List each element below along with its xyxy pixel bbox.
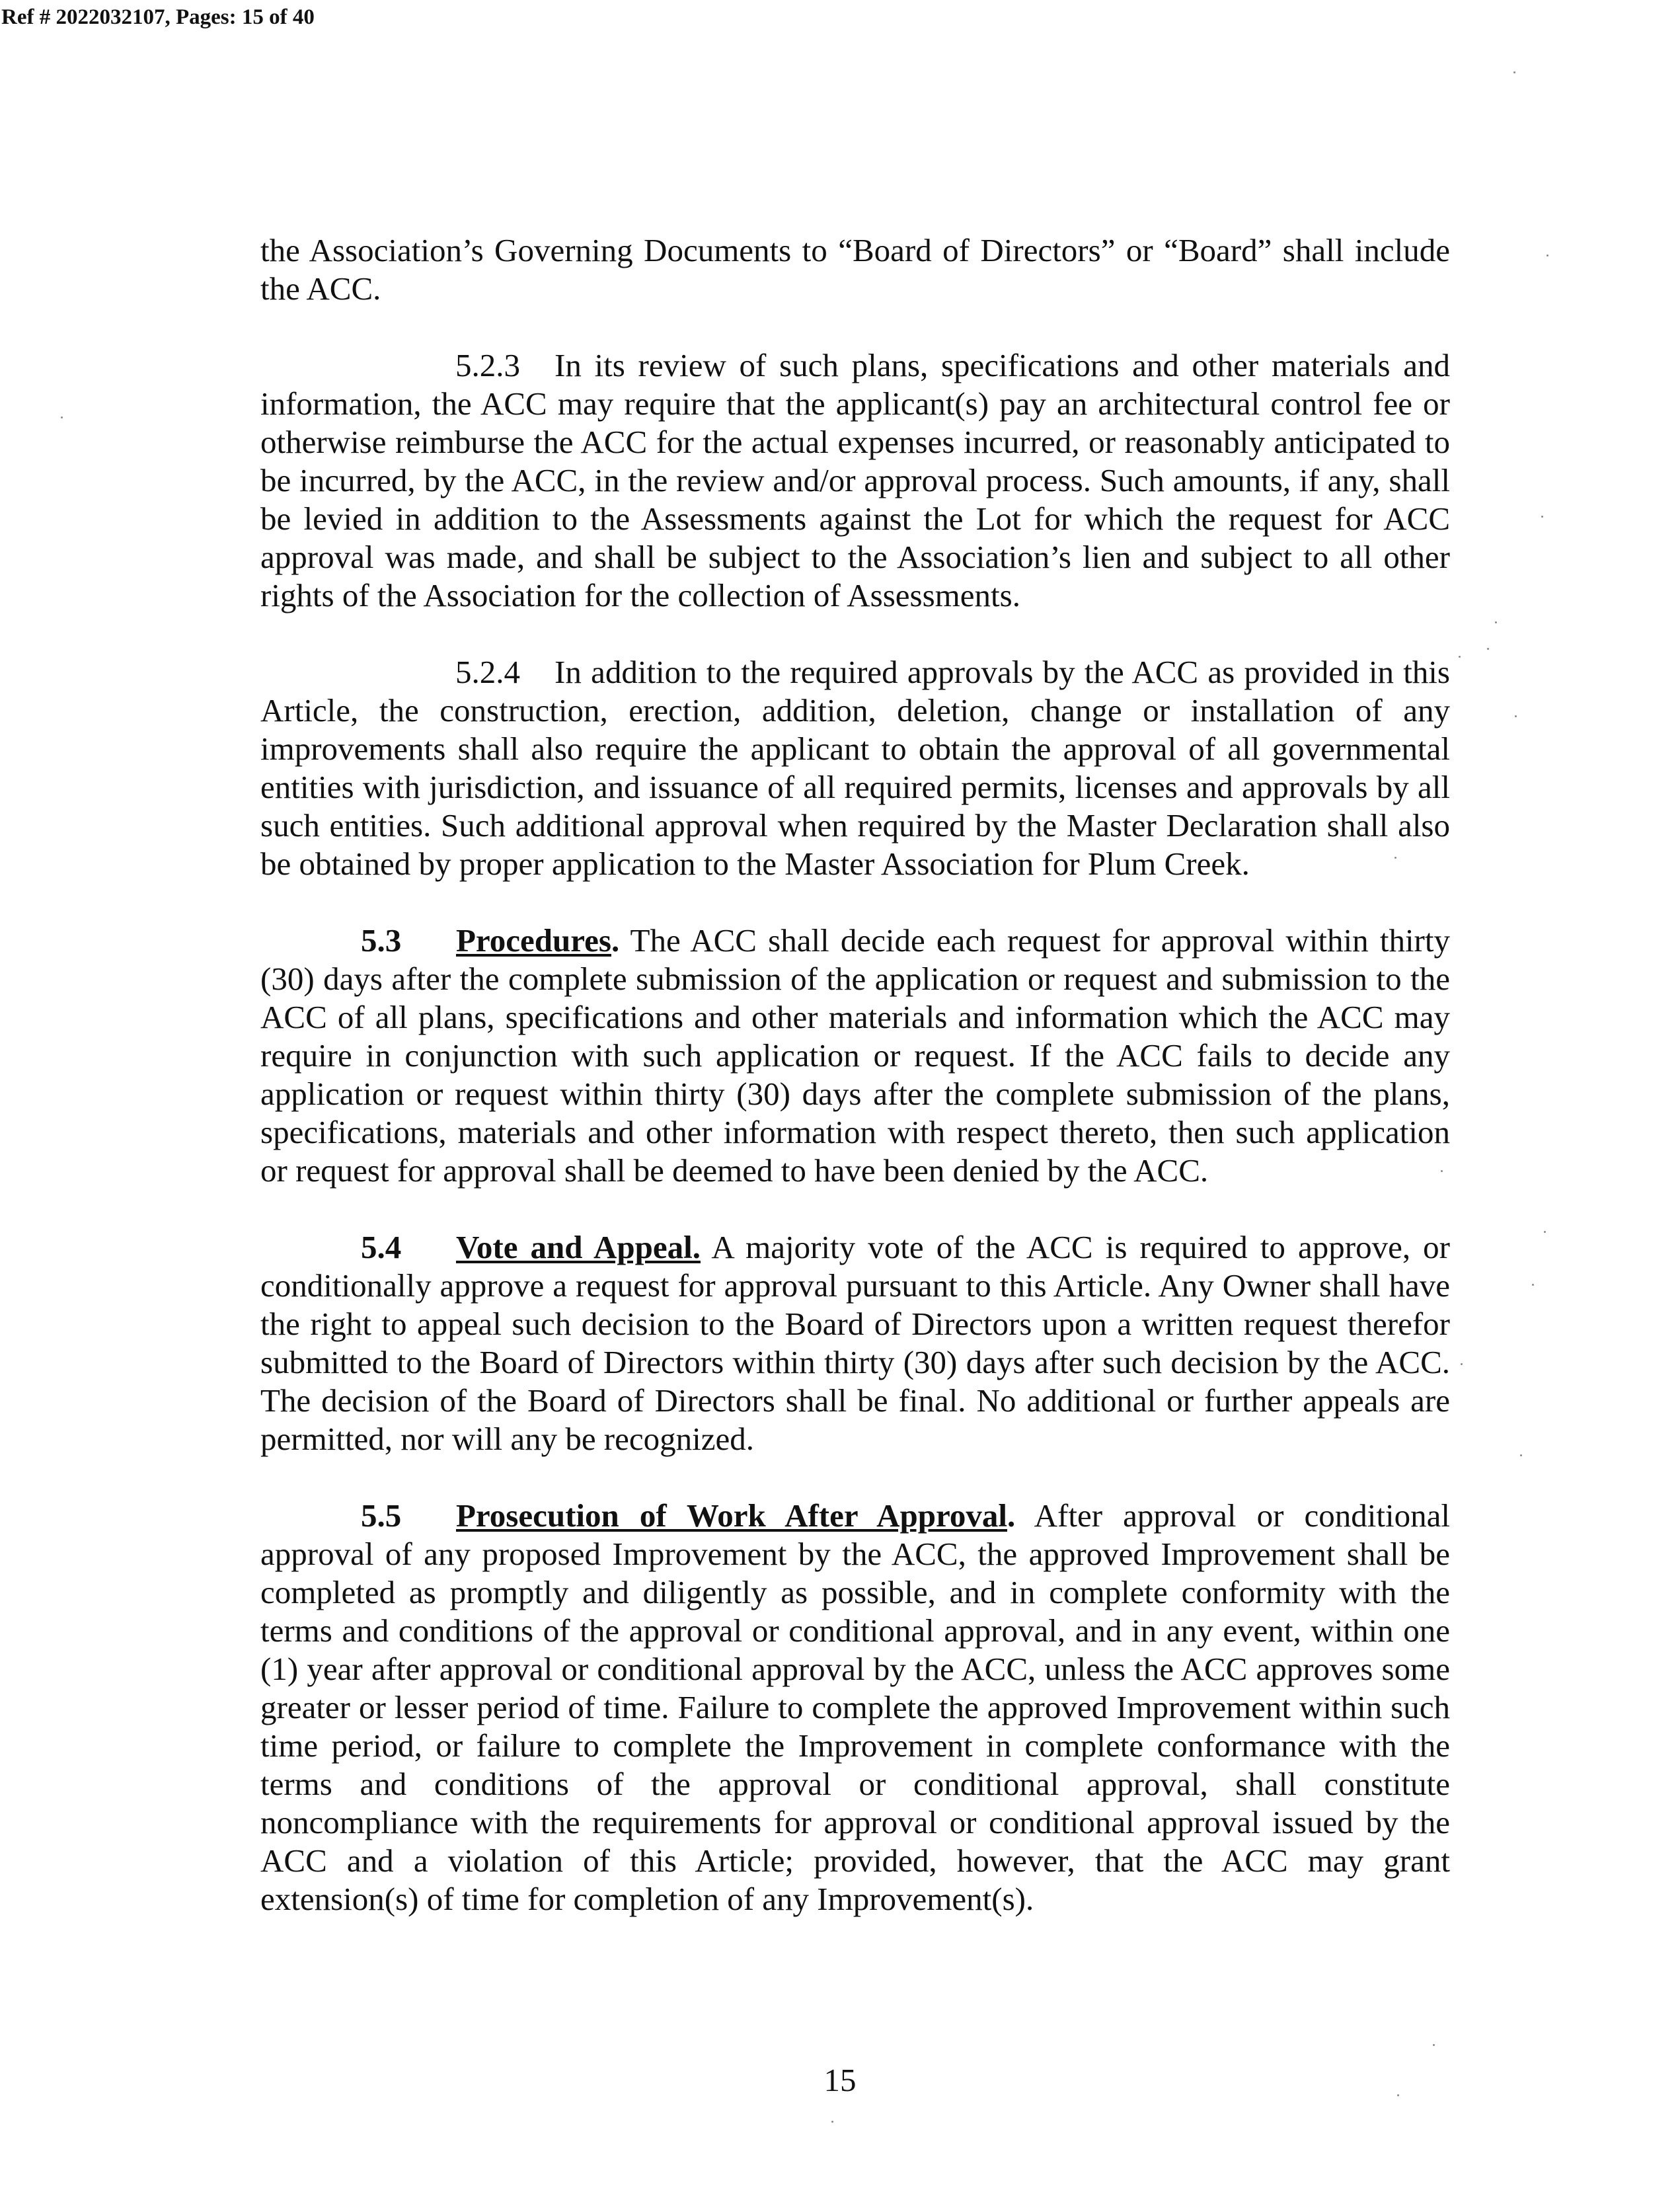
scan-speck — [1513, 71, 1515, 73]
scan-speck — [1441, 1170, 1443, 1172]
section-title-punctuation: . — [611, 922, 620, 959]
section-5-4-vote-and-appeal — [260, 1228, 1450, 1458]
paragraph-5-2-3 — [260, 346, 1450, 615]
scan-speck — [1532, 1284, 1534, 1286]
paragraph-5-2-4 — [260, 653, 1450, 883]
section-number: 5.4 — [361, 1229, 402, 1265]
section-5-3-procedures — [260, 922, 1450, 1190]
section-title: Prosecution of Work After Approval — [456, 1497, 1007, 1534]
scan-speck — [1461, 1363, 1463, 1365]
paragraph-text: After approval or conditional approval of any proposed Improvement by the ACC, the approved Improvement shall be completed as promptly and diligently as possible, and in complete conformity with the terms and conditions of the approval or conditional approval, and in any event, within one (1) year after approval or conditional approval by the ACC, unless the ACC approves some greater or lesser period of time. Failure to complete the approved Improvement within such time period, or failure to complete the Improvement in complete conformance with the terms and conditions of the approval or conditional approval, shall constitute noncompliance with the requirements for approval or conditional approval issued by the ACC and a violation of this Article; provided, however, that the ACC may grant extension(s) of time for completion of any Improvement(s). — [260, 1497, 1450, 1917]
scan-speck — [1541, 516, 1543, 518]
section-title: Vote and Appeal. — [456, 1229, 701, 1265]
scan-speck — [1433, 2044, 1435, 2046]
scan-speck — [1515, 715, 1517, 717]
paragraph-text: the Association’s Governing Documents to “Board of Directors” or “Board” shall include the ACC. — [260, 232, 1450, 307]
scan-speck — [61, 416, 63, 418]
scan-speck — [1495, 621, 1497, 623]
paragraph-text: In addition to the required approvals by the ACC as provided in this Article, the construction, erection, addition, deletion, change or installation of any improvements shall also require the applicant to obtain the approval of all governmental entities with jurisdiction, and issuance of all required permits, licenses and approvals by all such entities. Such additional approval when required by the Master Declaration shall also be obtained by proper application to the Master Association for Plum Creek. — [260, 654, 1450, 882]
scan-speck — [1487, 648, 1489, 650]
paragraph-text: A majority vote of the ACC is required to approve, or conditionally approve a request for approval pursuant to this Article. Any Owner shall have the right to appeal such decision to the Board of Directors upon a written request therefor submitted to the Board of Directors within thirty (30) days after such decision by the ACC. The decision of the Board of Directors shall be final. No additional or further appeals are permitted, nor will any be recognized. — [260, 1229, 1450, 1457]
subsection-number: 5.2.4 — [455, 654, 520, 690]
scan-speck — [1397, 2094, 1399, 2096]
scan-speck — [1546, 255, 1548, 256]
page-number: 15 — [823, 2062, 857, 2098]
subsection-number: 5.2.3 — [455, 347, 520, 383]
scan-speck — [1520, 1454, 1522, 1456]
document-body — [260, 231, 1450, 1918]
paragraph-text: In its review of such plans, specifications and other materials and information, the ACC may require that the applicant(s) pay an architectural control fee or otherwise reimburse the ACC for the actual expenses incurred, or reasonably anticipated to be incurred, by the ACC, in the review and/or approval process. Such amounts, if any, shall be levied in addition to the Assessments against the Lot for which the request for ACC approval was made, and shall be subject to the Association’s lien and subject to all other rights of the Association for the collection of Assessments. — [260, 347, 1450, 613]
scan-speck — [1394, 857, 1396, 859]
section-title: Procedures — [456, 922, 611, 959]
scan-speck — [1459, 656, 1461, 658]
scan-speck — [831, 2121, 833, 2123]
section-number: 5.5 — [361, 1497, 402, 1534]
section-title-punctuation: . — [1007, 1497, 1016, 1534]
paragraph-text: The ACC shall decide each request for approval within thirty (30) days after the complete submission of the application or request and submission to the ACC of all plans, specifications and other materials and information which the ACC may require in conjunction with such application or request. If the ACC fails to decide any application or request within thirty (30) days after the complete submission of the plans, specifications, materials and other information with respect thereto, then such application or request for approval shall be deemed to have been denied by the ACC. — [260, 922, 1450, 1189]
section-number: 5.3 — [361, 922, 402, 959]
paragraph-continuation — [260, 231, 1450, 308]
scan-speck — [1544, 1231, 1546, 1233]
document-reference-header: Ref # 2022032107, Pages: 15 of 40 — [1, 5, 315, 29]
section-5-5-prosecution-of-work — [260, 1497, 1450, 1918]
